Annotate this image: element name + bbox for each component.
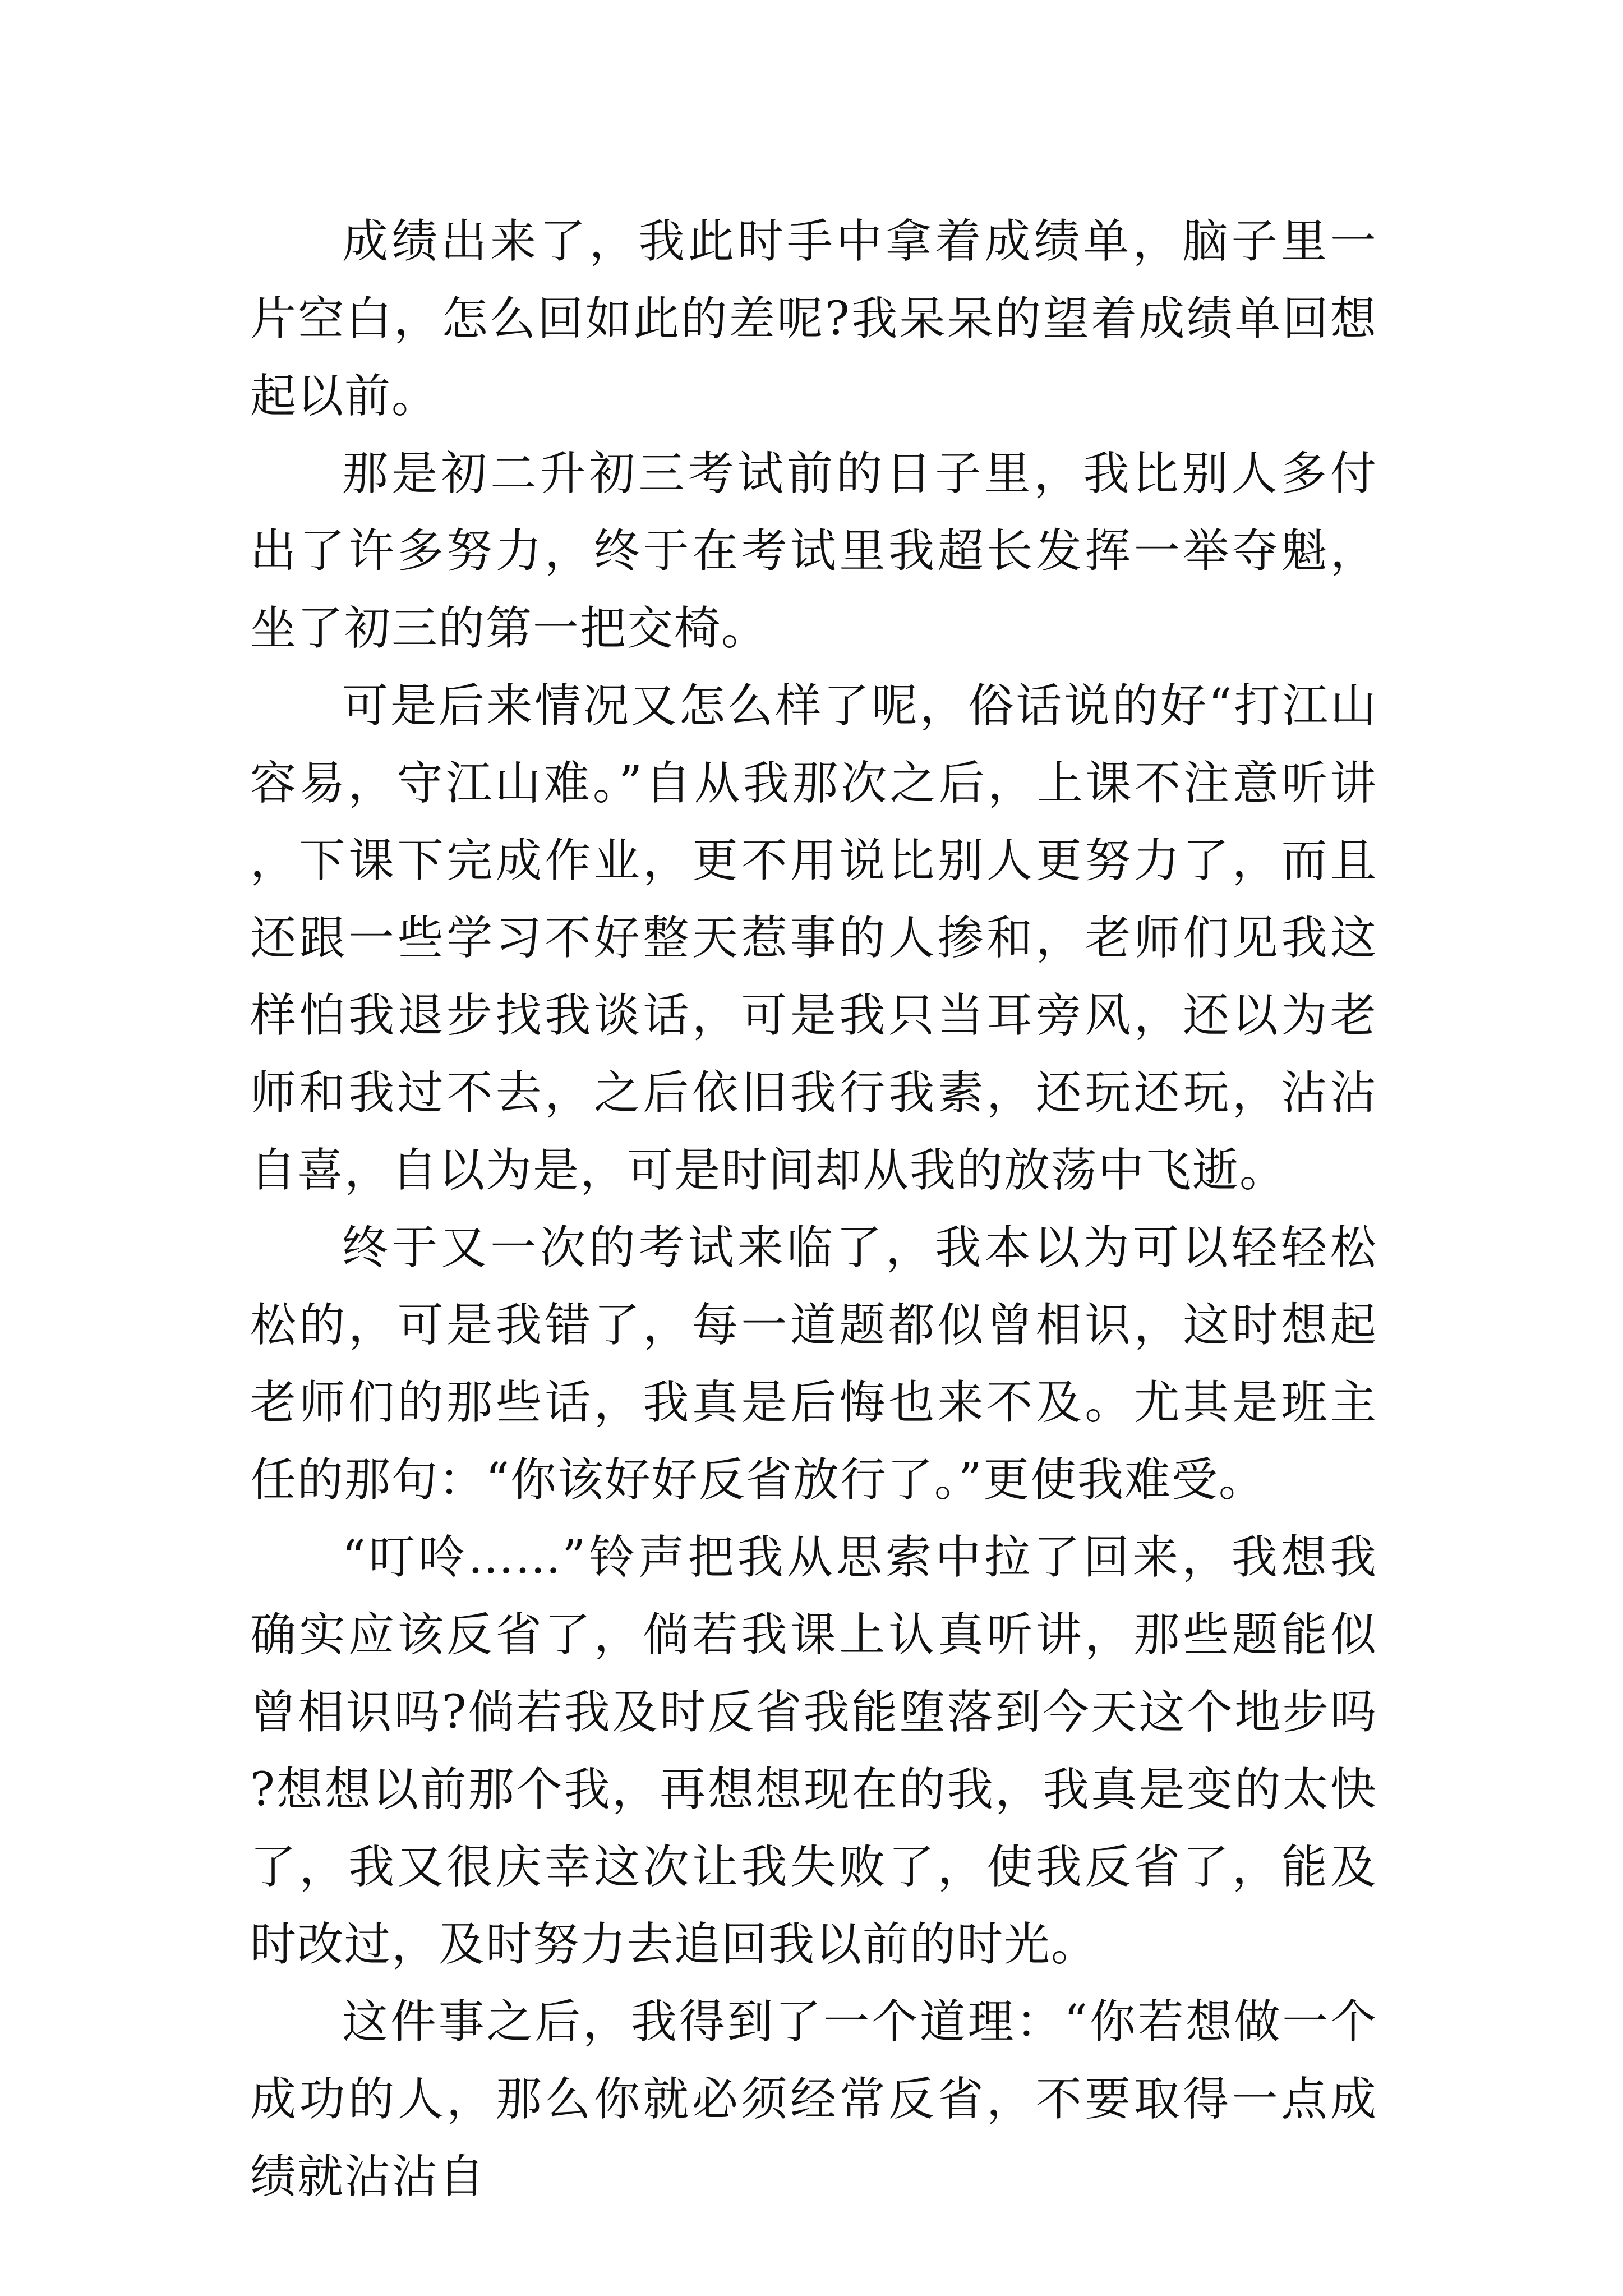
paragraph-3: 可是后来情况又怎么样了呢，俗话说的好“打江山容易，守江山难。”自从我那次之后，上课不注意听讲，下课下完成作业，更不用说比别人更努力了，而且还跟一些学习不好整天惹事的人掺和，老师们见我这样怕我退步找我谈话，可是我只当耳旁风，还以为老师和我过不去，之后依旧我行我素，还玩还玩，沾沾自喜，自以为是，可是时间却从我的放荡中飞逝。 xyxy=(250,679,1377,1197)
paragraph-4: 终于又一次的考试来临了，我本以为可以轻轻松松的，可是我错了，每一道题都似曾相识，这时想起老师们的那些话，我真是后悔也来不及。尤其是班主任的那句：“你该好好反省放行了。”更使我难受。 xyxy=(250,1221,1377,1507)
paragraph-6: 这件事之后，我得到了一个道理：“你若想做一个成功的人，那么你就必须经常反省，不要取得一点成绩就沾沾自 xyxy=(250,1995,1377,2203)
essay-body xyxy=(250,203,1377,2216)
paragraph-5: “叮呤……”铃声把我从思索中拉了回来，我想我确实应该反省了，倘若我课上认真听讲，那些题能似曾相识吗?倘若我及时反省我能堕落到今天这个地步吗?想想以前那个我，再想想现在的我，我真是变的太快了，我又很庆幸这次让我失败了，使我反省了，能及时改过，及时努力去追回我以前的时光。 xyxy=(250,1531,1377,1971)
paragraph-2: 那是初二升初三考试前的日子里，我比别人多付出了许多努力，终于在考试里我超长发挥一举夺魁，坐了初三的第一把交椅。 xyxy=(250,447,1377,655)
paragraph-1: 成绩出来了，我此时手中拿着成绩单，脑子里一片空白，怎么回如此的差呢?我呆呆的望着成绩单回想起以前。 xyxy=(250,215,1377,423)
